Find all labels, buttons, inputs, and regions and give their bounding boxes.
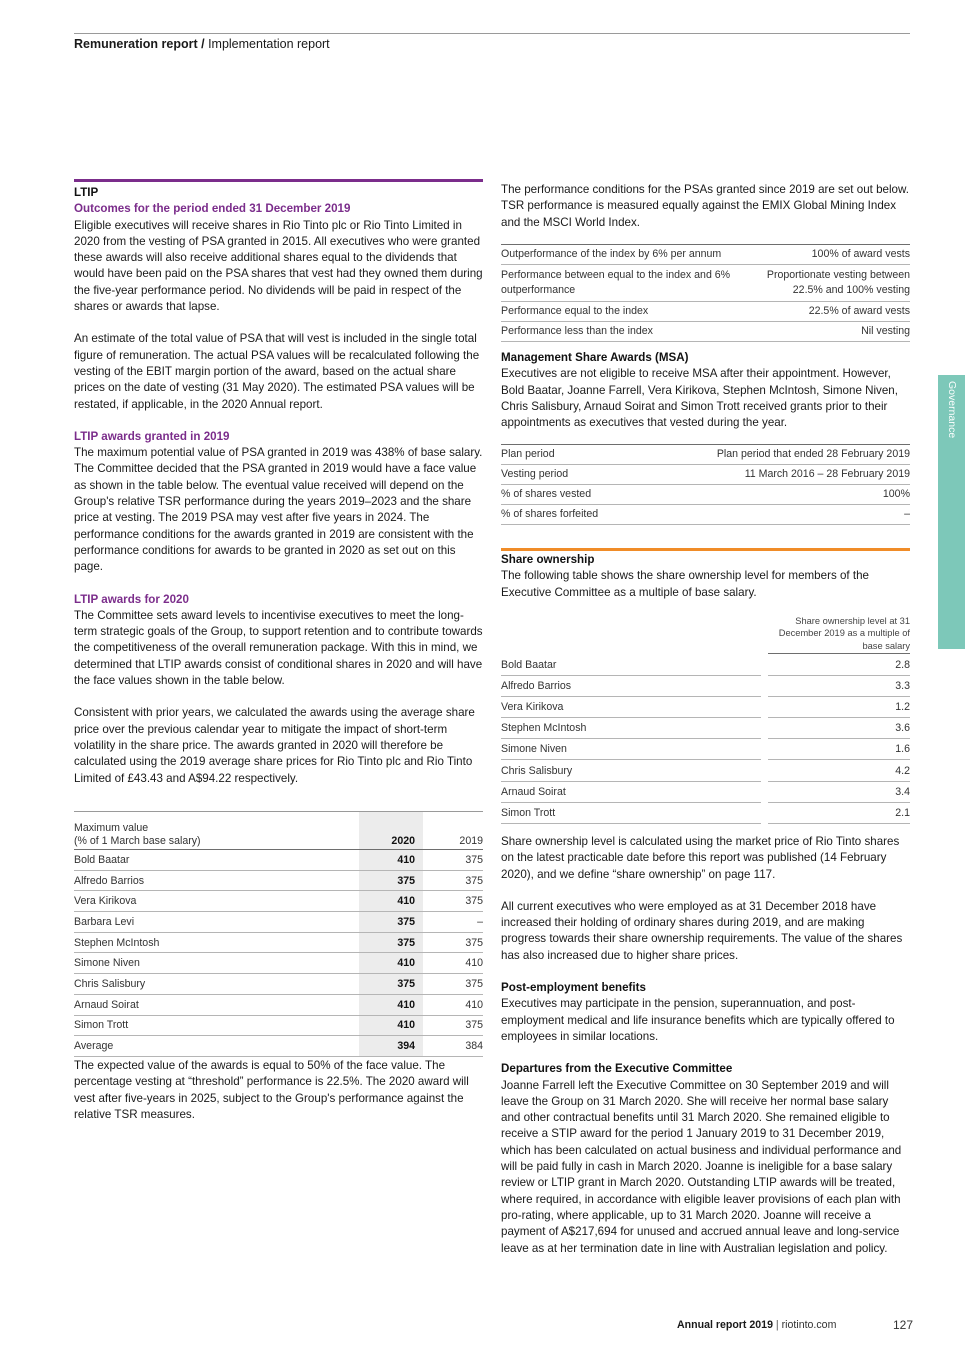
share-ownership-heading: Share ownership bbox=[501, 553, 595, 566]
msa-table bbox=[501, 444, 910, 525]
table-row bbox=[74, 891, 483, 912]
msa-label: Plan period bbox=[501, 445, 638, 465]
awards-2020-heading: LTIP awards for 2020 bbox=[74, 592, 189, 606]
row-2019: 410 bbox=[423, 953, 483, 974]
share-value: 3.4 bbox=[768, 781, 910, 802]
table-row bbox=[501, 445, 910, 465]
left-column bbox=[74, 179, 483, 787]
row-name: Bold Baatar bbox=[74, 850, 359, 871]
row-2019: 375 bbox=[423, 932, 483, 953]
performance-intro: The performance conditions for the PSAs granted since 2019 are set out below. TSR performance is measured equally against the EMIX Global Mining Index and the MSCI World Index. bbox=[501, 183, 909, 229]
perf-label: Outperformance of the index by 6% per annum bbox=[501, 245, 741, 265]
table-row bbox=[501, 465, 910, 485]
col-2019-header: 2019 bbox=[423, 812, 483, 850]
perf-value: 22.5% of award vests bbox=[741, 302, 910, 322]
msa-paragraph: Executives are not eligible to receive MSA after their appointment. However, Bold Baatar, Joanne Farrell, Vera Kirikova, Stephen McIntosh, Simone Niven, Chris Salisbury, Arnaud Soirat and Simon Trott received grants prior to their appointments as executives that vested during the year. bbox=[501, 367, 898, 430]
average-row bbox=[74, 1036, 483, 1057]
row-2020: 410 bbox=[359, 1015, 423, 1036]
granted-2019-paragraph: The maximum potential value of PSA granted in 2019 was 438% of base salary. The Committee decided that the PSA granted in 2019 would have a face value as shown in the table below. The eventual value received will depend on the Group's relative TSR performance during the years 2019–2023 and the share price at vesting. The 2019 PSA may vest after five years in 2024. The performance conditions for the awards granted in 2019 are consistent with the performance conditions for awards to be granted in 2020 as set out on this page. bbox=[74, 446, 483, 574]
perf-label: Performance equal to the index bbox=[501, 302, 741, 322]
row-2019: 375 bbox=[423, 891, 483, 912]
share-ownership-table bbox=[501, 655, 910, 824]
table-row bbox=[501, 718, 910, 739]
header-section: Remuneration report / bbox=[74, 37, 205, 51]
governance-tab[interactable] bbox=[938, 375, 965, 649]
share-ownership-block bbox=[501, 552, 910, 601]
row-2019: 375 bbox=[423, 974, 483, 995]
perf-label: Performance less than the index bbox=[501, 322, 741, 342]
table-row bbox=[74, 974, 483, 995]
col-2020-header: 2020 bbox=[359, 812, 423, 850]
row-2019: 375 bbox=[423, 850, 483, 871]
outcomes-paragraph-1: Eligible executives will receive shares in Rio Tinto plc or Rio Tinto Limited in 2020 from the vesting of PSA granted in 2015. All executives who were granted these awards will also receive additional shares equal to the dividends that would have been paid on the PSA shares that vest had they owned them during the five-year performance period. No dividends will be paid in respect of the shares or awards that lapse. bbox=[74, 218, 483, 314]
table-row bbox=[501, 485, 910, 505]
share-price-paragraph: Consistent with prior years, we calculated the awards using the average share price over the previous calendar year to mitigate the impact of short-term volatility in the share price. The awards granted in 2020 will therefore be calculated using the 2019 average share prices for Rio Tinto plc and Rio Tinto Limited of £43.43 and A$94.22 respectively. bbox=[74, 706, 475, 785]
post-employment-heading: Post-employment benefits bbox=[501, 981, 646, 995]
share-ownership-paragraph-1: Share ownership level is calculated using the market price of Rio Tinto shares on the latest practicable date before this report was published (14 February 2020), and we define “share ownership” on page 117. bbox=[501, 835, 900, 881]
row-2020: 410 bbox=[359, 953, 423, 974]
share-name: Alfredo Barrios bbox=[501, 676, 761, 697]
table-row bbox=[501, 760, 910, 781]
row-2019: 375 bbox=[423, 870, 483, 891]
share-name: Simon Trott bbox=[501, 802, 761, 823]
row-2019: 375 bbox=[423, 1015, 483, 1036]
share-table-header: Share ownership level at 31 December 2019 as a multiple of base salary bbox=[778, 616, 910, 651]
share-name: Vera Kirikova bbox=[501, 697, 761, 718]
ltip-rule bbox=[74, 179, 483, 182]
perf-value: 100% of award vests bbox=[741, 245, 910, 265]
max-table-label-line1: Maximum value bbox=[74, 822, 149, 834]
table-row bbox=[74, 994, 483, 1015]
table-row bbox=[501, 697, 910, 718]
row-2020: 375 bbox=[359, 912, 423, 933]
perf-value: Nil vesting bbox=[741, 322, 910, 342]
outcomes-heading: Outcomes for the period ended 31 December 2019 bbox=[74, 202, 351, 216]
row-name: Simon Trott bbox=[74, 1015, 359, 1036]
share-ownership-rule bbox=[501, 548, 910, 551]
row-name: Chris Salisbury bbox=[74, 974, 359, 995]
share-value: 1.2 bbox=[768, 697, 910, 718]
share-value: 3.3 bbox=[768, 676, 910, 697]
footer-report: Annual report 2019 bbox=[677, 1319, 773, 1331]
share-name: Arnaud Soirat bbox=[501, 781, 761, 802]
row-2020: 375 bbox=[359, 974, 423, 995]
share-ownership-intro: The following table shows the share ownership level for members of the Executive Committee as a multiple of base salary. bbox=[501, 569, 869, 599]
share-name: Chris Salisbury bbox=[501, 760, 761, 781]
table-row bbox=[501, 802, 910, 823]
msa-value: 100% bbox=[638, 485, 910, 505]
share-name: Bold Baatar bbox=[501, 655, 761, 676]
share-value: 4.2 bbox=[768, 760, 910, 781]
header-subsection: Implementation report bbox=[208, 37, 330, 51]
max-table-label bbox=[74, 812, 359, 850]
table-row bbox=[501, 245, 910, 265]
header-rule bbox=[74, 33, 910, 34]
row-2020: 410 bbox=[359, 994, 423, 1015]
share-value: 1.6 bbox=[768, 739, 910, 760]
granted-2019-heading: LTIP awards granted in 2019 bbox=[74, 429, 230, 443]
page-number: 127 bbox=[893, 1318, 914, 1332]
right-lower-column bbox=[501, 834, 910, 1257]
row-2020: 375 bbox=[359, 870, 423, 891]
average-2019: 384 bbox=[423, 1036, 483, 1057]
share-ownership-paragraph-2: All current executives who were employed as at 31 December 2018 have increased their holding of ordinary shares during 2019, and are making progress towards their share ownership requirements. The value of the shares has also increased due to higher share prices. bbox=[501, 899, 903, 962]
row-2019: – bbox=[423, 912, 483, 933]
table-row bbox=[501, 781, 910, 802]
table-row bbox=[74, 850, 483, 871]
table-row bbox=[74, 870, 483, 891]
table-row bbox=[74, 953, 483, 974]
row-name: Stephen McIntosh bbox=[74, 932, 359, 953]
msa-label: Vesting period bbox=[501, 465, 638, 485]
table-row bbox=[501, 739, 910, 760]
row-2020: 375 bbox=[359, 932, 423, 953]
footer-site[interactable]: riotinto.com bbox=[781, 1319, 837, 1331]
max-table-label-line2: (% of 1 March base salary) bbox=[74, 834, 201, 847]
performance-conditions-table bbox=[501, 244, 910, 342]
row-name: Simone Niven bbox=[74, 953, 359, 974]
table-row bbox=[501, 676, 910, 697]
table-row bbox=[501, 655, 910, 676]
row-2020: 410 bbox=[359, 850, 423, 871]
share-name: Stephen McIntosh bbox=[501, 718, 761, 739]
table-row bbox=[74, 1015, 483, 1036]
footer bbox=[677, 1319, 836, 1331]
governance-tab-label: Governance bbox=[946, 381, 958, 439]
awards-2020-paragraph: The Committee sets award levels to incentivise executives to meet the long-term strategic goals of the Group, to support retention and to contribute towards the competitiveness of the overall remuneration package. With this in mind, we determined that LTIP awards consist of conditional shares in 2020 and will have the face values shown in the table below. bbox=[74, 608, 483, 688]
share-value: 3.6 bbox=[768, 718, 910, 739]
msa-value: – bbox=[638, 505, 910, 525]
departures-heading: Departures from the Executive Committee bbox=[501, 1062, 733, 1076]
msa-label: % of shares forfeited bbox=[501, 505, 638, 525]
row-name: Alfredo Barrios bbox=[74, 870, 359, 891]
msa-heading: Management Share Awards (MSA) bbox=[501, 351, 689, 364]
table-row bbox=[501, 322, 910, 342]
share-header-rule bbox=[768, 653, 910, 654]
row-name: Barbara Levi bbox=[74, 912, 359, 933]
footer-separator: | bbox=[775, 1319, 779, 1331]
msa-value: Plan period that ended 28 February 2019 bbox=[638, 445, 910, 465]
msa-value: 11 March 2016 – 28 February 2019 bbox=[638, 465, 910, 485]
ltip-title: LTIP bbox=[74, 186, 99, 199]
row-2020: 410 bbox=[359, 891, 423, 912]
table-row bbox=[74, 932, 483, 953]
max-value-table bbox=[74, 812, 483, 1057]
departures-paragraph: Joanne Farrell left the Executive Committee on 30 September 2019 and will leave the Group on 31 March 2020. She will receive her normal base salary and other contractual benefits until 31 March 2020. She remained eligible to receive a STIP award for the period 1 January 2019 to 31 December 2019, which has been calculated on actual business and individual performance and will be paid fully in cash in March 2020. Joanne is ineligible for a base salary review or LTIP grant in March 2020. Outstanding LTIP awards will be treated, where required, in accordance with eligible leaver provisions of each plan with pro-rating, where applicable, up to 31 March 2020. Joanne will receive a payment of A$217,694 for unused and accrued annual leave and long-service leave as at her termination date in line with Australian legislation and policy. bbox=[501, 1078, 902, 1255]
page-header bbox=[74, 37, 330, 51]
perf-value: Proportionate vesting between 22.5% and 100% vesting bbox=[741, 265, 910, 302]
average-label: Average bbox=[74, 1036, 359, 1057]
table-row bbox=[501, 302, 910, 322]
post-employment-paragraph: Executives may participate in the pension, superannuation, and post-employment medical and life insurance benefits which are typically offered to employees in similar locations. bbox=[501, 997, 895, 1043]
max-table-header bbox=[74, 812, 483, 850]
share-value: 2.1 bbox=[768, 802, 910, 823]
table-row bbox=[74, 912, 483, 933]
right-intro bbox=[501, 182, 910, 231]
row-name: Arnaud Soirat bbox=[74, 994, 359, 1015]
msa-block bbox=[501, 350, 910, 431]
perf-label: Performance between equal to the index and 6% outperformance bbox=[501, 265, 741, 302]
row-2019: 410 bbox=[423, 994, 483, 1015]
msa-label: % of shares vested bbox=[501, 485, 638, 505]
expected-value-block bbox=[74, 1058, 483, 1123]
outcomes-paragraph-2: An estimate of the total value of PSA that will vest is included in the single total figure of remuneration. The actual PSA values will be recalculated following the vesting of the EBIT margin portion of the award, based on the actual share prices on the date of vesting (31 May 2020). The estimated PSA values will be restated, if applicable, in the 2020 Annual report. bbox=[74, 332, 480, 411]
table-row bbox=[501, 505, 910, 525]
table-row bbox=[501, 265, 910, 302]
average-2020: 394 bbox=[359, 1036, 423, 1057]
share-name: Simone Niven bbox=[501, 739, 761, 760]
row-name: Vera Kirikova bbox=[74, 891, 359, 912]
expected-value-paragraph: The expected value of the awards is equal to 50% of the face value. The percentage vesting at “threshold” performance is 22.5%. The 2020 award will vest after five-years in 2025, subject to the Group's performance against the relative TSR measures. bbox=[74, 1059, 469, 1121]
share-value: 2.8 bbox=[768, 655, 910, 676]
